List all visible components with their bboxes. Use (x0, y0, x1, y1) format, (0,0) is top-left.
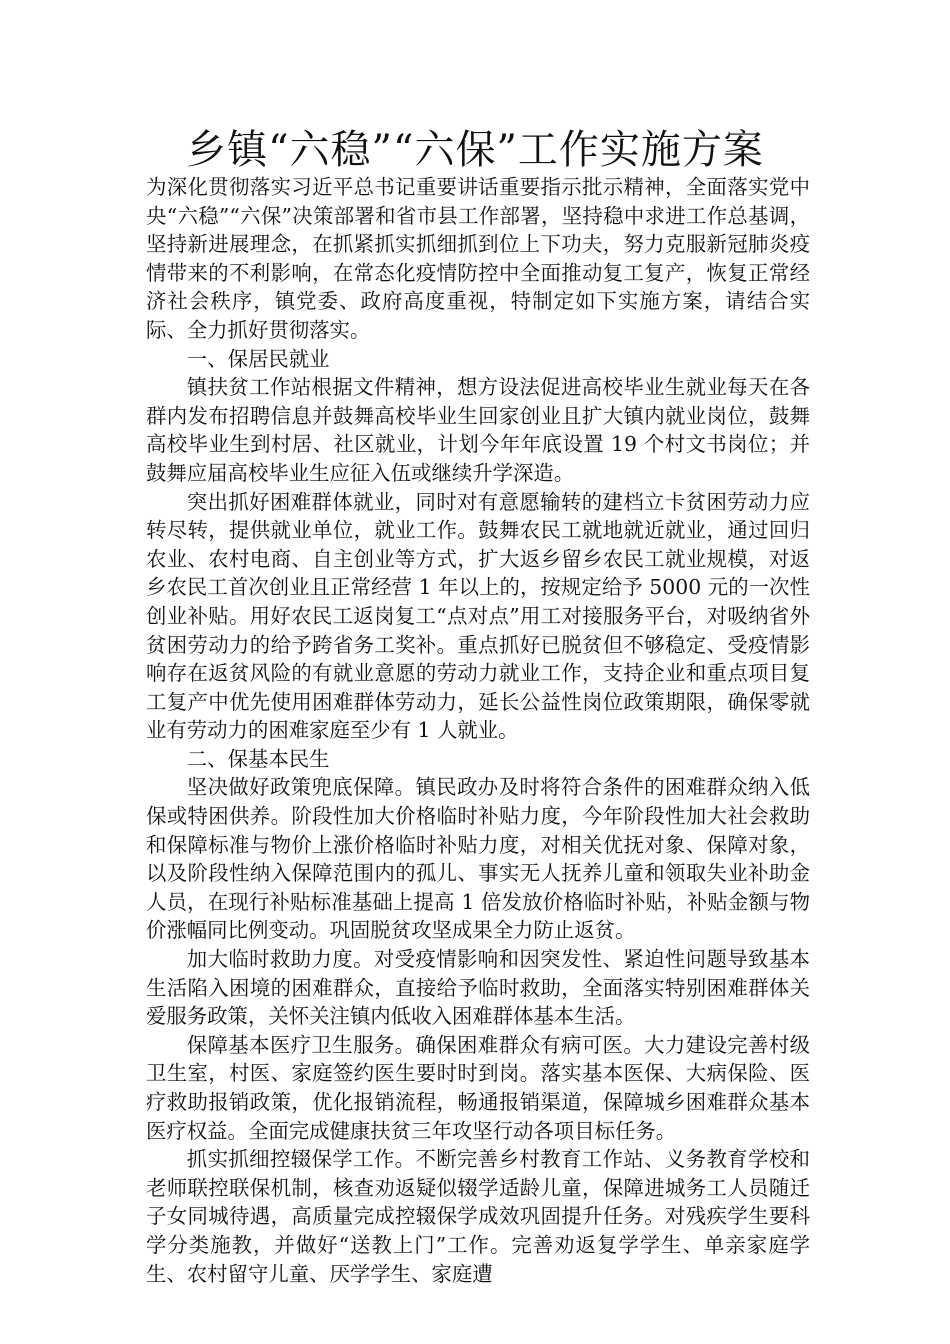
body-paragraph: 保障基本医疗卫生服务。确保困难群众有病可医。大力建设完善村级卫生室，村医、家庭签约医生要时时到岗。落实基本医保、大病保险、医疗救助报销政策，优化报销流程，畅通报销渠道，保障城乡困难群众基本医疗权益。全面完成健康扶贫三年攻坚行动各项目标任务。 (146, 1032, 810, 1143)
document-body (146, 173, 810, 1288)
body-paragraph: 突出抓好困难群体就业，同时对有意愿输转的建档立卡贫困劳动力应转尽转，提供就业单位，就业工作。鼓舞农民工就地就近就业，通过回归农业、农村电商、自主创业等方式，扩大返乡留乡农民工就业规模，对返乡农民工首次创业且正常经营 1 年以上的，按规定给予 5000 元的一次性创业补贴。用好农民工返岗复工“点对点”用工对接服务平台，对吸纳省外贫困劳动力的给予跨省务工奖补。重点抓好已脱贫但不够稳定、受疫情影响存在返贫风险的有就业意愿的劳动力就业工作，支持企业和重点项目复工复产中优先使用困难群体劳动力，延长公益性岗位政策期限，确保零就业有劳动力的困难家庭至少有 1 人就业。 (146, 489, 810, 743)
section-heading-livelihood: 二、保基本民生 (186, 746, 330, 771)
section-heading-employment: 一、保居民就业 (186, 346, 330, 371)
body-paragraph: 加大临时救助力度。对受疫情影响和因突发性、紧迫性问题导致基本生活陷入困境的困难群众，直接给予临时救助，全面落实特别困难群体关爱服务政策，关怀关注镇内低收入困难群体基本生活。 (146, 947, 810, 1029)
document-title: 乡镇“六稳”“六保”工作实施方案 (186, 127, 764, 173)
body-paragraph: 抓实抓细控辍保学工作。不断完善乡村教育工作站、义务教育学校和老师联控联保机制，核查劝返疑似辍学适龄儿童，保障进城务工人员随迁子女同城待遇，高质量完成控辍保学成效巩固提升任务。对残疾学生要科学分类施教，并做好“送教上门”工作。完善劝返复学学生、单亲家庭学生、农村留守儿童、厌学学生、家庭遭 (146, 1147, 810, 1286)
intro-paragraph: 为深化贯彻落实习近平总书记重要讲话重要指示批示精神，全面落实党中央“六稳”“六保”决策部署和省市县工作部署，坚持稳中求进工作总基调，坚持新进展理念，在抓紧抓实抓细抓到位上下功夫，努力克服新冠肺炎疫情带来的不利影响，在常态化疫情防控中全面推动复工复产，恢复正常经济社会秩序，镇党委、政府高度重视，特制定如下实施方案，请结合实际、全力抓好贯彻落实。 (146, 175, 810, 342)
body-paragraph: 坚决做好政策兜底保障。镇民政办及时将符合条件的困难群众纳入低保或特困供养。阶段性加大价格临时补贴力度，今年阶段性加大社会救助和保障标准与物价上涨价格临时补贴力度，对相关优抚对象、保障对象，以及阶段性纳入保障范围内的孤儿、事实无人抚养儿童和领取失业补助金人员，在现行补贴标准基础上提高 1 倍发放价格临时补贴，补贴金额与物价涨幅同比例变动。巩固脱贫攻坚成果全力防止返贫。 (146, 775, 810, 943)
body-paragraph: 镇扶贫工作站根据文件精神，想方设法促进高校毕业生就业每天在各群内发布招聘信息并鼓舞高校毕业生回家创业且扩大镇内就业岗位，鼓舞高校毕业生到村居、社区就业，计划今年年底设置 19 个村文书岗位；并鼓舞应届高校毕业生应征入伍或继续升学深造。 (146, 375, 810, 485)
